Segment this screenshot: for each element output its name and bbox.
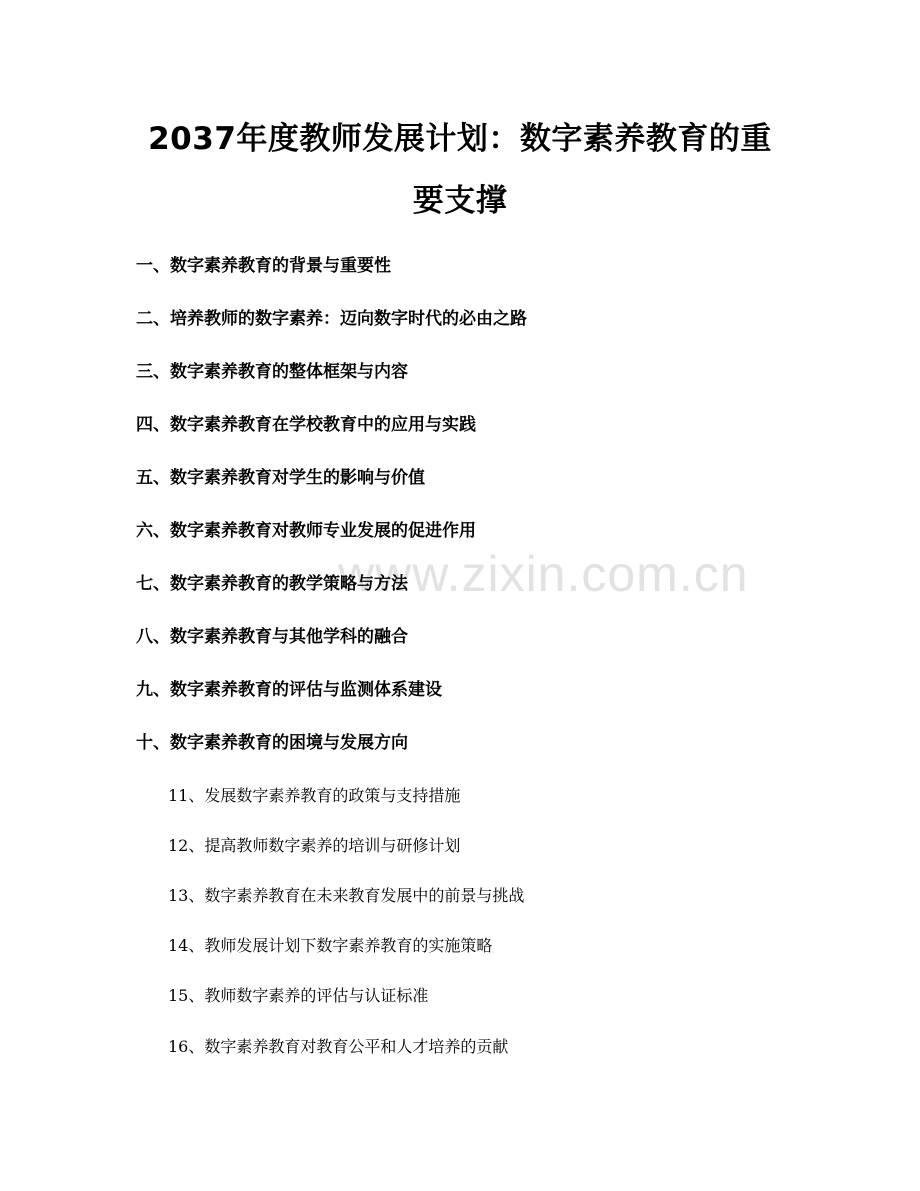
toc-item-5: 五、数字素养教育对学生的影响与价值 — [136, 468, 425, 488]
document-title-line-1: 2037年度教师发展计划：数字素养教育的重 — [148, 121, 772, 157]
toc-item-10: 十、数字素养教育的困境与发展方向 — [136, 733, 408, 753]
toc-subitem-11: 11、发展数字素养教育的政策与支持措施 — [168, 786, 461, 805]
toc-item-7: 七、数字素养教育的教学策略与方法 — [136, 574, 408, 594]
toc-subitem-14: 14、教师发展计划下数字素养教育的实施策略 — [168, 936, 493, 955]
toc-subitem-12: 12、提高教师数字素养的培训与研修计划 — [168, 836, 461, 855]
watermark: www.zixin.com.cn — [338, 546, 749, 602]
toc-subitem-16: 16、数字素养教育对教育公平和人才培养的贡献 — [168, 1037, 509, 1056]
toc-subitem-13: 13、数字素养教育在未来教育发展中的前景与挑战 — [168, 886, 525, 905]
toc-subitem-15: 15、教师数字素养的评估与认证标准 — [168, 986, 429, 1005]
toc-item-1: 一、数字素养教育的背景与重要性 — [136, 256, 391, 276]
document-title-line-2: 要支撑 — [412, 183, 508, 219]
toc-item-4: 四、数字素养教育在学校教育中的应用与实践 — [136, 415, 476, 435]
toc-item-3: 三、数字素养教育的整体框架与内容 — [136, 362, 408, 382]
toc-item-6: 六、数字素养教育对教师专业发展的促进作用 — [136, 521, 476, 541]
toc-item-8: 八、数字素养教育与其他学科的融合 — [136, 627, 408, 647]
toc-item-9: 九、数字素养教育的评估与监测体系建设 — [136, 680, 442, 700]
toc-item-2: 二、培养教师的数字素养：迈向数字时代的必由之路 — [136, 309, 527, 329]
